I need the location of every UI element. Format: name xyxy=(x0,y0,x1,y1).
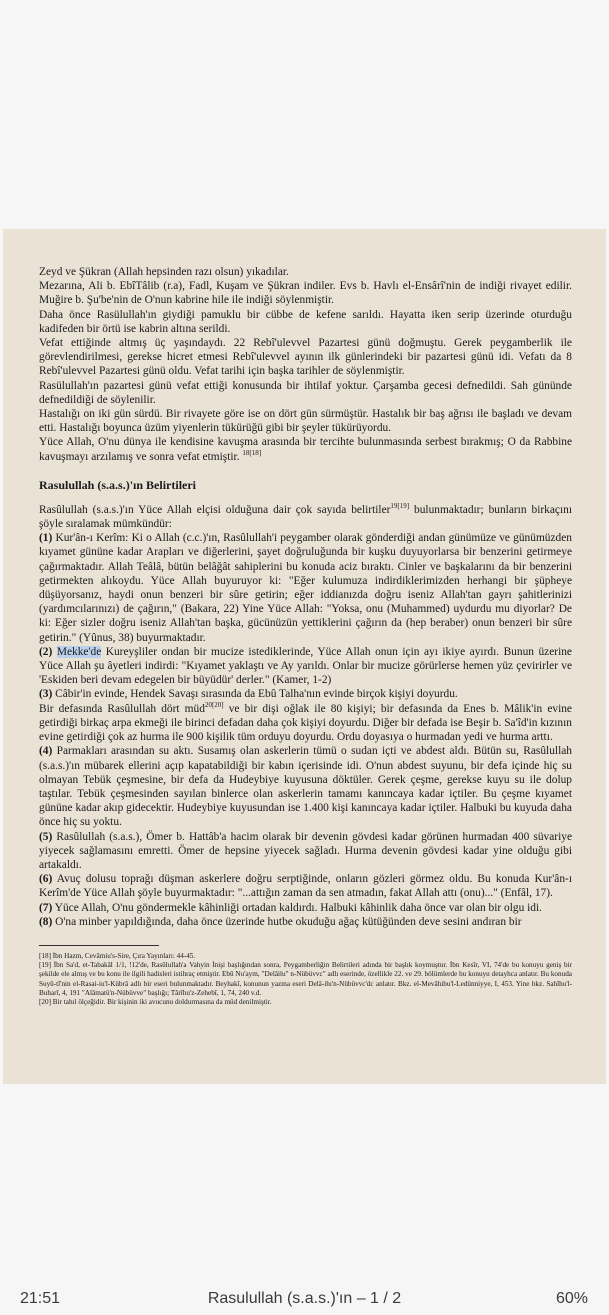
zoom-level[interactable]: 60% xyxy=(555,1290,588,1307)
paragraph-text: bulunmaktadır; bunların birkaçını şöyle sıralamak mümkündür: xyxy=(39,503,572,531)
paragraph-text: Rasûlullah (s.a.s.)'ın Yüce Allah elçisi olduğuna dair çok sayıda belirtiler xyxy=(39,503,391,516)
item-number: (8) xyxy=(39,915,53,928)
footnote: [20] Bir tahıl ölçeğidir. Bir kişinin iki avucunu doldurmasına da müd denilmiştir. xyxy=(39,997,272,1006)
item-text: Bir defasında Rasûlullah dört müd xyxy=(39,702,205,715)
list-item xyxy=(39,915,572,929)
item-text: Câbir'in evinde, Hendek Savaşı sırasında da Ebû Talha'nın evinde birçok kişiyi doyurdu. xyxy=(52,688,458,701)
paragraph: Vefat ettiğinde altmış üç yaşındaydı. 22 Rebî'ulevvel Pazartesi günü doğmuştu. Gerek peygamberlik ile görevlendirilmesi, gerekse hicret etmesi Rebî'ulevvel ayının ilk günlerindeki bir pazartesi günü idi. Vefatı da 8 Rebî'ulevvel Pazartesi günü oldu. Vefat tarihi için başka tarihler de söylenmiştir. xyxy=(39,337,572,378)
item-text: Avuç dolusu toprağı düşman askerlere doğru serptiğinde, onların gözleri görmez oldu. Bu konuda Kur'ân-ı Kerîm'de Yüce Allah şöyle buyurmaktadır: "...attığın zaman da sen atmadın, fakat Allah attı (onu)..." (Enfâl, 17). xyxy=(39,873,572,900)
item-number: (5) xyxy=(39,830,53,843)
paragraph: Mezarına, Ali b. EbîTâlib (r.a), Fadl, Kuşam ve Şükran indiler. Evs b. Havlı el-Ensârî'nin de indiği rivayet edilir. Muğire b. Şu'be'nin de O'nun kabrine hile ile indiği söylenmiştir. xyxy=(39,280,572,307)
list-item xyxy=(39,744,572,829)
section-heading: Rasulullah (s.a.s.)'ın Belirtileri xyxy=(39,477,197,492)
item-number: (4) xyxy=(39,745,53,758)
item-number: (6) xyxy=(39,873,53,886)
clock: 21:51 xyxy=(20,1290,61,1307)
list-item xyxy=(39,702,572,745)
item-text: Kureyşliler ondan bir mucize istediklerinde, Yüce Allah onun için ayı ikiye ayırdı. Bunun üzerine Yüce Allah şu âyetleri indirdi: "Kıyamet yaklaştı ve Ay yarıldı. Onlar bir mucize görürlerse hemen yüz çevirirler ve 'Eskiden beri devam edegelen bir büyüdür' derler." (Kamer, 1-2) xyxy=(39,645,572,687)
paragraph xyxy=(39,503,572,531)
status-bar xyxy=(0,1286,609,1315)
paragraph: Zeyd ve Şükran (Allah hepsinden razı olsun) yıkadılar. xyxy=(39,266,289,278)
list-item xyxy=(39,830,572,873)
item-text: ve bir dişi oğlak ile 80 kişiyi; bir defasında da Enes b. Mâlik'in evine getirdiği birkaç arpa ekmeği ile birinci defadan daha çok kişiyi doyurdu. Diğer bir defada ise Beşir b. Sa'îd'in kızının evine getirdiği çok az hurma ile 900 kişilik tüm orduyu doyurdu. Ordu doyasıya o hurmadan yedi ve hurma arttı. xyxy=(39,702,572,744)
footnote-ref[interactable]: 18[18] xyxy=(242,448,262,457)
list-item xyxy=(39,872,572,900)
list-item xyxy=(39,687,572,701)
paragraph xyxy=(39,435,572,463)
list-item xyxy=(39,645,572,688)
item-text: O'na minber yapıldığında, daha önce üzerinde hutbe okuduğu ağaç kütüğünden deve sesini andıran bir xyxy=(52,915,522,928)
list-item xyxy=(39,531,572,645)
item-text: Rasûlullah (s.a.s.), Ömer b. Hattâb'a hacim olarak bir devenin gövdesi kadar görünen hurmadan 400 süvariye yiyecek sağlamasını emretti. Ömer de hepsine yiyecek sağladı. Hurma devenin gövdesi kadar yine olduğu gibi artakaldı. xyxy=(39,830,572,871)
list-item xyxy=(39,901,572,915)
item-number: (1) xyxy=(39,532,53,545)
footnote-ref[interactable]: 20[20] xyxy=(204,700,224,709)
paragraph-text: Yüce Allah, O'nu dünya ile kendisine kavuşma arasında bir tercihte bulunmasında serbest bırakmış; O da Rabbine kavuşmayı arzılamış ve sonra vefat etmiştir. xyxy=(39,436,572,463)
paragraph: Hastalığı on iki gün sürdü. Bir rivayete göre ise on dört gün sürmüştür. Hastalık bir baş ağrısı ile başladı ve devam etti. Hastalığı boyunca üzüm yiyenlerin tükürüğü gibi bir şeyler tükürüyordu. xyxy=(39,408,572,435)
item-number: (7) xyxy=(39,901,53,914)
footnote-divider xyxy=(39,945,159,946)
item-text: Parmakları arasından su aktı. Susamış olan askerlerin tümü o sudan içti ve abdest aldı. Bütün su, Rasûlullah (s.a.s.)'ın mübarek ellerini açıp kapatabildiği bir kabın içerisinde idi. O'nun abdest suyunu, bir defa içinde hiç su olmayan Tebük çeşmesine, bir defa da Hudeybiye kuyusuna döktüler. Gerek çeşme, gerekse kuyu su ile dolup taştılar. Tebük çeşmesinden sayılan binlerce olan askerlerin tamamı kanıncaya kadar içtiler. Bu çeşme kıyamet gününe kadar akıp gidecektir. Hudeybiye kuyusundan ise 1.400 kişi kanıncaya kadar içtiler. Halbuki bu kuyuda daha önce hiç su yoktu. xyxy=(39,745,572,829)
footnote: [18] İbn Hazm, Cevâmiu's-Sire, Çıra Yayınları: 44-45. xyxy=(39,951,196,960)
footnote: [19] İbn Sa'd, et-Tabakâl 1/1, !12'de, Rasûlullah'a Vahyin İnişi başlığından sonra, Peygamberliğin Belirtileri adında bir başlık koymuştur. İbn Kesîr, VI, 74'de bu konuyu geniş bir şekilde ele almış ve bu konu ile ilgili hadisleri istihraç etmiştir. Ebû Nu'aym, "Delâilu" n-Nübüvvc" adlı eserinde, özellikle 22. ve 29. bölümlerde bu konuyu detayhca anlatır. Bu konuda Suyû-tî'nin el-Rasai-iu'l-Kübrâ adlı bir eseri bulunmaktadır. Beyhakî, konunun yazma eseri Delâ-ihı'n-Nübüvvc'dc anlatır. Bkz. el-Mevâhibu'l-Ledünniyye, I, 453. Yine bkz. Sahîhu'l-Buharî, 4, 191 "Alâmatü'n-Nübüvve" başlığı; Târîhu'z-Zehebî, 1, 74, 240 v.d. xyxy=(39,961,572,997)
blank-top-area xyxy=(0,0,609,229)
document-title[interactable]: Rasulullah (s.a.s.)'ın – 1 / 2 xyxy=(207,1290,402,1307)
item-text: Kur'ân-ı Kerîm: Ki o Allah (c.c.)'ın, Rasûlullah'i peygamber olarak gönderdiği andan günümüze ve günümüzden kıyamet gününe kadar Arapları ve diğerlerini, şayet doğruluğunda bir kuşku duyuyorlarsa bir benzerini getirmeye çağırmaktadır. Allah Teâlâ, bütün belâğât sahiplerini bu konuda aciz bıraktı. Cinler ve başkalarını da bir benzerini getirmekten alıkoydu. Yüce Allah buyuruyor ki: "Eğer kulumuza indirdiklerimizden herhangi bir şüpheye düşüyorsanız, haydi onun benzeri bir sûre getirin; eğer iddianızda doğru iseniz Allah'tan gayrı şahitlerinizi (yardımcılarınızı) de çağırın," (Bakara, 22) Yine Yüce Allah: "Yoksa, onu (Muhammed) uydurdu mu diyorlar? De ki: Eğer sizler doğru iseniz Allah'tan başka, gücünüzün yettiklerini çağırın da (hep beraber) onun benzeri bir sûre getirin." (Yûnus, 38) buyurmaktadır. xyxy=(39,532,572,644)
paragraph: Daha önce Rasülullah'ın giydiği pamuklu bir cübbe de kefene sarıldı. Hayatta iken serip üzerinde oturduğu kadifeden bir örtü ise kabrin altına serildi. xyxy=(39,308,572,335)
item-number: (3) xyxy=(39,688,53,701)
paragraph: Rasülullah'ın pazartesi günü vefat ettiği konusunda bir ihtilaf yoktur. Çarşamba gecesi defnedildi. Sah gününde defnedildiği de söylenilir. xyxy=(39,379,572,406)
item-number: (2) xyxy=(39,645,53,658)
item-text: Yüce Allah, O'nu göndermekle kâhinliği ortadan kaldırdı. Halbuki kâhinlik daha önce var olan bir olgu idi. xyxy=(52,901,543,914)
highlighted-text[interactable]: Mekke'de xyxy=(56,645,102,658)
document-page[interactable] xyxy=(3,229,606,1084)
footnote-ref[interactable]: 19[19] xyxy=(390,502,410,511)
